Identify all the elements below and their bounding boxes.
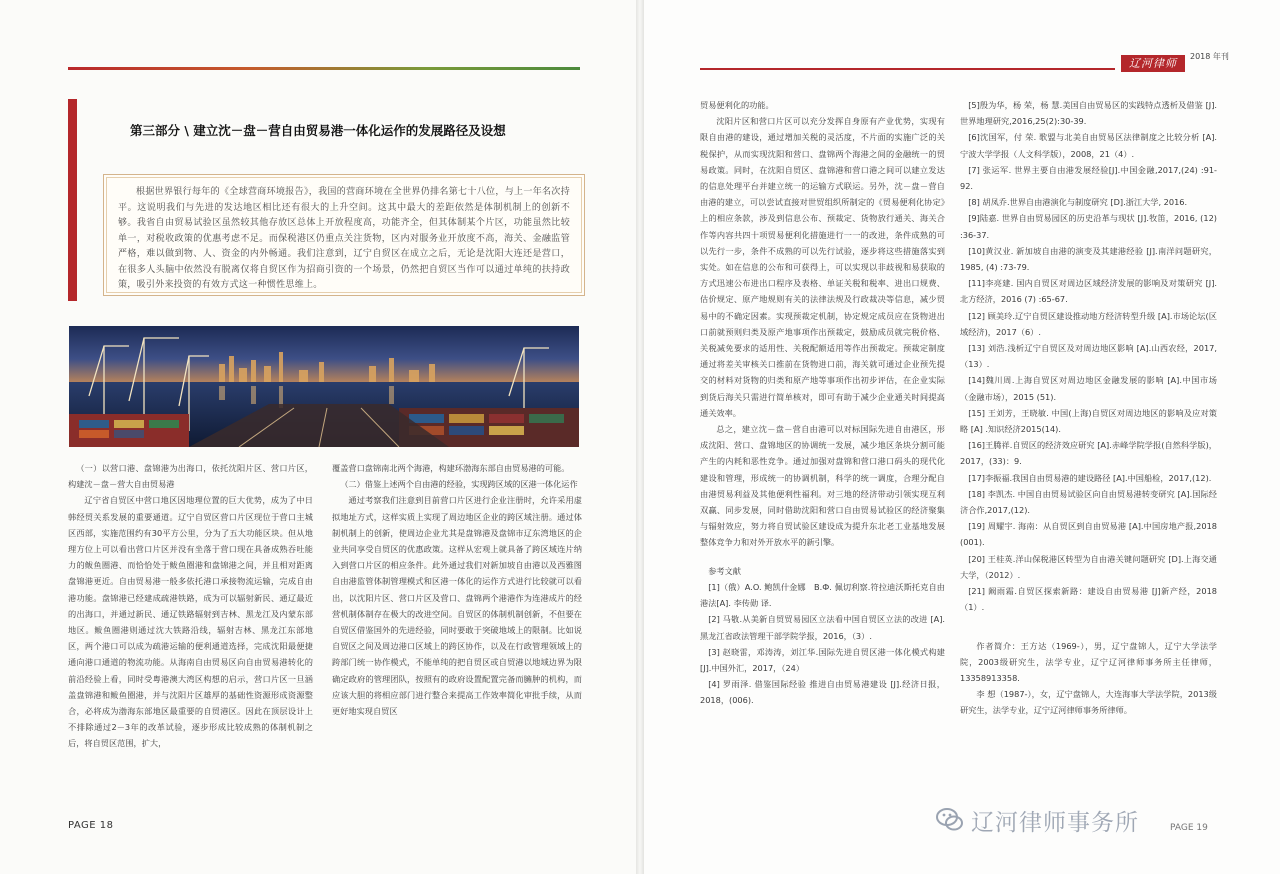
author-bio: 作者简介：王方达（1969-），男，辽宁盘锦人，辽宁大学法学院，2003级研究生，法学专业，辽宁辽河律师事务所主任律师，13358913358. bbox=[960, 640, 1217, 683]
page-number-left: PAGE 18 bbox=[68, 820, 114, 831]
reference-item: [19] 周耀宇. 海南：从自贸区到自由贸易港 [A].中国房地产报,2018 (001). bbox=[960, 521, 1217, 548]
section-title: 第三部分 \ 建立沈－盘－营自由贸易港一体化运作的发展路径及设想 bbox=[130, 123, 506, 138]
section-accent-bar bbox=[68, 99, 77, 301]
references-heading: 参考文献 bbox=[708, 565, 741, 576]
brand-label: 辽河律师 bbox=[1121, 55, 1185, 72]
harbor-photo-illustration bbox=[69, 326, 579, 447]
paragraph: 覆盖营口盘锦南北两个海港，构建环渤海东部自由贸易港的可能。 bbox=[332, 463, 570, 473]
paragraph: 贸易便利化的功能。 bbox=[700, 100, 774, 110]
reference-item: [9]陆嘉. 世界自由贸易园区的历史沿革与现状 [J].牧笛，2016, (12) :36-37. bbox=[960, 213, 1217, 240]
header-rule-left bbox=[68, 67, 580, 70]
reference-item: [4] 罗雨泽. 借鉴国际经验 推进自由贸易港建设 [J].经济日报，2018，(006). bbox=[700, 679, 945, 706]
year-label: 2018 年刊 bbox=[1190, 52, 1229, 61]
reference-item: [21] 阚雨霜.自贸区探索新路：建设自由贸易港 [J]新产经，2018（1）. bbox=[960, 586, 1217, 613]
reference-item: [11]李亮建. 国内自贸区对周边区域经济发展的影响及对策研究 [J].北方经济，2016 (7) :65-67. bbox=[960, 278, 1217, 305]
reference-item: [14]魏川周.上海自贸区对周边地区金融发展的影响 [A].中国市场（金融市场），2015 (51). bbox=[960, 375, 1217, 402]
reference-item: [12] 顾美玲.辽宁自贸区建设推动地方经济转型升级 [A].市场论坛(区域经济)，2017（6）. bbox=[960, 310, 1217, 337]
subsection-heading-1: （一）以营口港、盘锦港为出海口，依托沈阳片区、营口片区，构建沈－盘－营大自由贸易港 bbox=[68, 463, 313, 490]
harbor-night-photo bbox=[69, 326, 579, 447]
reference-item: [7] 张运军. 世界主要自由港发展经验[J].中国金融,2017,(24) :91-92. bbox=[960, 164, 1217, 192]
left-column-2 bbox=[332, 460, 582, 800]
intro-box: 根据世界银行每年的《全球营商环境报告》，我国的营商环境在全世界仍排名第七十八位，与上一年名次持平。这说明我们与先进的发达地区相比还有很大的上升空间。这其中最大的差距依然是体制机制上的创新不够。我省自由贸易试验区虽然较其他存放区总体上开放程度高，功能齐全，但其体制某个片区，功能虽然比较单一，对税收政策的优惠考虑不足。而保税港区仍重点关注货物，区内对服务业开放度不高，海关、金融监管严格，难以做到物、人、资金的内外畅通。我们注意到，辽宁自贸区在成立之后，无论是沈阳大连还是营口，在很多人头脑中依然没有脱离仅将自贸区作为招商引资的一个场景，仍然把自贸区当作可以通过单纯的扶持政策，吸引外来投资的有效方式这一种惯性思维上。 bbox=[103, 174, 585, 296]
reference-item: [3] 赵晓雷，邓涛涛，刘江华.国际先进自贸区港一体化模式构建 [J].中国外汇，2017，（24） bbox=[700, 646, 945, 673]
book-spine bbox=[636, 0, 644, 874]
header-rule-right bbox=[700, 68, 1115, 70]
reference-item: [10]黄汉业. 新加坡自由港的演变及其建港经验 [J].南洋问题研究，1985, (4) :73-79. bbox=[960, 245, 1217, 273]
page-number-right: PAGE 19 bbox=[1170, 823, 1208, 833]
reference-item: [20] 王桂英.洋山保税港区转型为自由港关键问题研究 [D].上海交通大学，（2012）. bbox=[960, 553, 1217, 580]
reference-item: [1]（俄）A.O. 鲍凯什金娜 B.Ф. 佩切利察.符拉迪沃斯托克自由港法[A]. 李传勋 译. bbox=[700, 581, 945, 609]
right-column-1 bbox=[700, 97, 945, 797]
paragraph: 沈阳片区和营口片区可以充分发挥自身原有产业优势，实现有限自由港的建设，通过增加关税的灵活度，不片面的实施广泛的关税保护，从而实现沈阳和营口、盘锦两个海港之间的金融统一的贸易政策。同时，在沈阳自贸区、盘锦港和营口港之间可以建立发达的信息处理平台并建立统一的运输方式联运。另外，沈－盘－营自由港的建立，可以尝试直接对世贸组织所制定的《贸易便利化协定》上的相应条款，涉及到信息公布、预裁定、货物放行通关、海关合作等内容共四十项贸易便利化措施进行一一的改进，条件成熟的可以先行一步，条件不成熟的可以先行试验，逐步将这些措施落实到实处。如在信息的公布和可获得上，可以实现以非歧视和易获取的方式迅速公布进出口程序及表格、单证关税和税率、进出口规费、估价规定、原产地规则有关的法律法规及行政裁决等信息，减少贸易中的不确定因素。实现预裁定机制，协定规定成员应在货物进出口前就预则归类及原产地事项作出预裁定，鼓励成员就完税价格、关税减免要求的适用性、关税配额适用等作出预裁定。预裁定制度通过将差关审核关口推前在货物进口前，海关就可通过企业预先提交的材料对货物的归类和原产地等事项作出初步评估，在企业实际到货后海关只需进行简单核对，即可有助于减少企业通关时间提高通关效率。 bbox=[700, 116, 945, 418]
reference-item: [18] 李凯杰. 中国自由贸易试验区向自由贸易港转变研究 [A].国际经济合作,2017,(12). bbox=[960, 488, 1217, 516]
paragraph: 辽宁省自贸区中营口地区因地理位置的巨大优势，成为了中日韩经贸关系发展的重要通道。辽宁自贸区营口片区现位于营口主城区西部，实施范围约有30平方公里，分为了五大功能区块。但从地理方位上可以看出营口片区并没有坐落于营口现在具备成熟吞吐能力的鲅鱼圈港、而恰恰处于鲅鱼圈港和盘锦港之间，并且相对距离盘锦港更近。自由贸易港一般多依托港口承接物流运输，完成自由港功能。盘锦港已经建成疏港铁路，成为可以辐射新民、通辽最近的出海口，并通过新民、通辽铁路辐射到吉林、黑龙江及内蒙东部地区。鲅鱼圈港则通过沈大铁路沿线，辐射吉林、黑龙江东部地区，两个港口可以成为疏港运输的便利通道选择，完成沈阳最便捷通向港口通道的物流功能。从海南自由贸易区向自由贸易港转化的前沿经验上看，同时受粤港澳大湾区构想的启示，营口片区一旦涵盖盘锦港和鲅鱼圈港，并与沈阳片区雄厚的基础性资源形成资源整合，必将成为渤海东部地区最重要的自贸港区。因此在顶层设计上不排除通过2－3年的改革试验，逐步形成比较成熟的体制机制之后，将自贸区范围，扩大， bbox=[68, 495, 313, 749]
reference-item: [13] 刘浩.浅析辽宁自贸区及对周边地区影响 [A].山西农经，2017,（13）. bbox=[960, 343, 1217, 370]
author-bio: 李 想（1987-），女，辽宁盘锦人，大连海事大学法学院，2013级研究生，法学专业，辽宁辽河律师事务所律师。 bbox=[960, 689, 1217, 716]
wechat-icon bbox=[935, 805, 965, 835]
paragraph: 通过考察我们注意到目前营口片区进行企业注册时，允许采用虚拟地址方式，这样实质上实现了周边地区企业的跨区域注册。通过体制机制上的创新，使周边企业尤其是盘锦港及盘锦市辽东湾地区的企业共同享受自贸区的优惠政策。这样从宏观上就具备了跨区域连片纳入到营口片区的相应条件。此外通过我们对新加坡自由港以及西雅图自由港监管体制管理模式和区港一体化的运作方式进行比较就可以看出，以沈阳片区、营口片区及营口、盘锦两个港港作为连港成片的经营机制体制存在极大的改进空间。自贸区的体制机制创新，不但要在自贸区借鉴国外的先进经验，同时要敢于突破地域上的限制。比如说自贸区之间及周边港口区域上的跨区协作，以及在行政管理领域上的跨部门统一协作模式，不能单纯的把自贸区或自贸港以地域边界为限确定政府的管理团队，按照有的政府设置配置完备而臃肿的机构，而应该大胆的将相应部门进行整合来提高工作效率简化审批手续，从而更好地实现自贸区 bbox=[332, 495, 582, 717]
reference-item: [8] 胡凤乔.世界自由港演化与制度研究 [D].浙江大学, 2016. bbox=[968, 197, 1188, 208]
reference-item: [6]沈国军，付 荣. 歌盟与北美自由贸易区法律制度之比较分析 [A].宁波大学学报（人文科学版），2008，21（4）. bbox=[960, 132, 1217, 159]
reference-item: [16]王腾祥.自贸区的经济效应研究 [A].赤峰学院学报(自然科学版)，2017，(33)：9. bbox=[960, 440, 1217, 467]
watermark-text: 辽河律师事务所 bbox=[971, 809, 1139, 836]
paragraph: 总之，建立沈－盘－营自由港可以对标国际先进自由港区，形成沈阳、营口、盘锦地区的协调统一发展，减少地区条块分割可能产生的内耗和恶性竞争。通过加强对盘锦和营口港口码头的现代化建设和管理，形成统一的协调机制，科学的统一调度，合理分配自由港贸易利益及其他便利性福利。对三地的经济带动引领实现互利双赢、同步发展，同时借助沈阳和营口自由贸易试验区的经济聚集与辐射效应，努力将自贸试验区建设成为提升东北老工业基地发展整体竞争力和对外开放水平的新引擎。 bbox=[700, 424, 945, 548]
reference-item: [5]殷为华，杨 荣，杨 慧.美国自由贸易区的实践特点透析及借鉴 [J].世界地理研究,2016,25(2):30-39. bbox=[960, 100, 1217, 127]
reference-item: [2] 马敬.从美新自贸贸易园区立法看中国自贸区立法的改进 [A].黑龙江省政法管理干部学院学报，2016，（3）. bbox=[700, 614, 945, 641]
reference-item: [17]李振福.我国自由贸易港的建设路径 [A].中国船检，2017,(12). bbox=[968, 472, 1212, 483]
wechat-watermark bbox=[935, 803, 1245, 837]
subsection-heading-2: （二）借鉴上述两个自由港的经验，实现跨区域的区港一体化运作 bbox=[340, 479, 578, 490]
reference-item: [15] 王刘芳，王晓敏. 中国(上海)自贸区对周边地区的影响及应对策略 [A] .知识经济2015(14). bbox=[960, 407, 1217, 435]
right-column-2 bbox=[960, 97, 1217, 797]
left-column-1 bbox=[68, 460, 313, 800]
